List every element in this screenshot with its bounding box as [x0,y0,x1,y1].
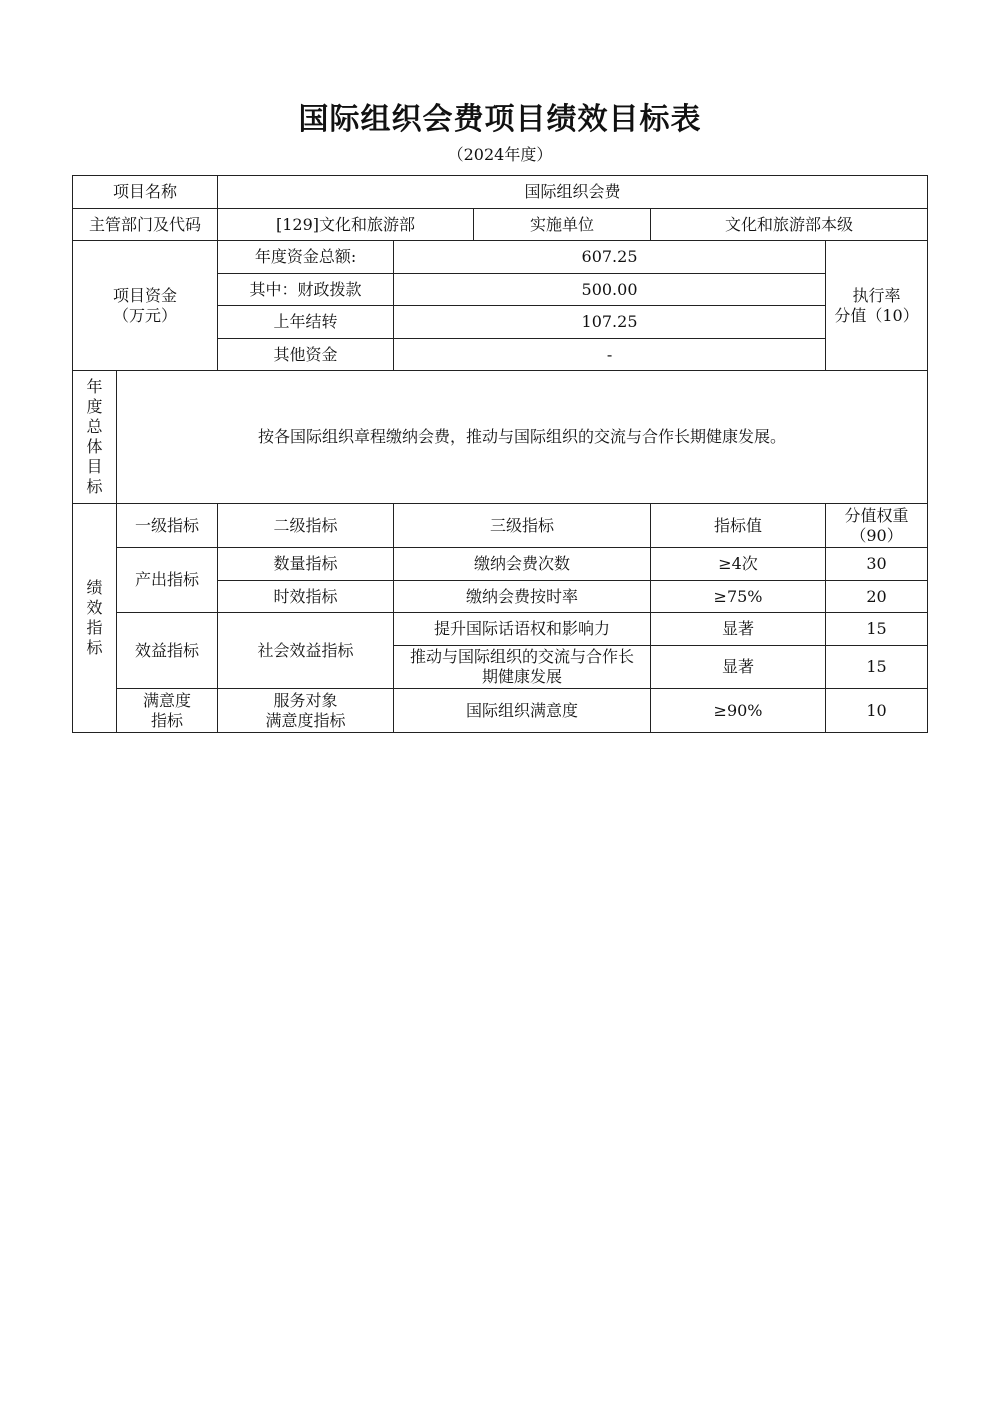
exec-rate-line1: 执行率 [852,285,901,305]
header-level3: 三级指标 [394,504,651,548]
indicator-row [73,689,928,733]
weight-cell: 30 [826,548,928,581]
satisfaction-level1 [117,689,218,733]
exec-rate-cell [826,241,928,371]
header-level1: 一级指标 [117,504,218,548]
indicators-label [73,504,117,733]
satisfaction-level2 [218,689,394,733]
funds-carryover-label: 上年结转 [218,306,394,339]
project-name-value: 国际组织会费 [218,176,928,209]
funds-label-line1: 项目资金 [113,285,178,305]
exec-rate-line2: 分值（10） [834,305,919,325]
level3-cell: 提升国际话语权和影响力 [394,613,651,646]
annual-goal-row [73,371,928,504]
value-cell: 显著 [651,613,826,646]
annual-goal-label-char: 体 [86,437,103,456]
satisfaction-level2-line2: 满意度指标 [265,710,346,730]
level3-line1: 推动与国际组织的交流与合作长 [410,647,635,666]
satisfaction-level1-line1: 满意度 [143,690,192,710]
annual-goal-label [73,371,117,504]
level3-cell: 国际组织满意度 [394,689,651,733]
annual-goal-text: 按各国际组织章程缴纳会费，推动与国际组织的交流与合作长期健康发展。 [117,371,928,504]
value-cell: ≥4次 [651,548,826,581]
indicator-header-row [73,504,928,548]
project-name-row [73,176,928,209]
benefit-level2: 社会效益指标 [218,613,394,689]
funds-total-row [73,241,928,274]
impl-label: 实施单位 [474,209,651,241]
satisfaction-level1-line2: 指标 [151,710,184,730]
page-subtitle: （2024年度） [447,145,553,164]
level3-cell [394,646,651,689]
dept-value: [129]文化和旅游部 [218,209,474,241]
level3-line2: 期健康发展 [482,667,563,686]
indicators-label-char: 绩 [86,578,103,597]
level2-cell: 时效指标 [218,581,394,613]
header-weight-line1: 分值权重 [844,505,909,525]
header-level2: 二级指标 [218,504,394,548]
department-row [73,209,928,241]
value-cell: ≥90% [651,689,826,733]
header-weight-line2: （90） [850,525,903,545]
header-weight [826,504,928,548]
indicators-label-char: 标 [86,638,103,657]
level2-cell: 数量指标 [218,548,394,581]
annual-goal-label-char: 年 [86,377,103,396]
satisfaction-level2-line1: 服务对象 [273,690,338,710]
annual-goal-label-char: 度 [86,397,103,416]
indicators-label-char: 效 [86,598,103,617]
funds-other-label: 其他资金 [218,339,394,371]
impl-value: 文化和旅游部本级 [651,209,928,241]
weight-cell: 10 [826,689,928,733]
value-cell: 显著 [651,646,826,689]
project-name-label: 项目名称 [73,176,218,209]
indicator-row [73,548,928,581]
funds-total-value: 607.25 [394,241,826,274]
page-title: 国际组织会费项目绩效目标表 [298,102,702,137]
funds-label [73,241,218,371]
funds-fiscal-value: 500.00 [394,274,826,306]
benefit-level1: 效益指标 [117,613,218,689]
annual-goal-label-char: 总 [86,417,103,436]
annual-goal-label-char: 标 [86,477,103,496]
funds-other-value: - [394,339,826,371]
dept-label: 主管部门及代码 [73,209,218,241]
funds-label-line2: （万元） [113,305,178,325]
indicator-row [73,613,928,646]
funds-carryover-value: 107.25 [394,306,826,339]
performance-target-table [72,175,928,733]
funds-total-label: 年度资金总额: [218,241,394,274]
output-level1: 产出指标 [117,548,218,613]
level3-cell: 缴纳会费按时率 [394,581,651,613]
level3-cell: 缴纳会费次数 [394,548,651,581]
weight-cell: 15 [826,613,928,646]
annual-goal-label-char: 目 [86,457,103,476]
header-value: 指标值 [651,504,826,548]
value-cell: ≥75% [651,581,826,613]
weight-cell: 20 [826,581,928,613]
weight-cell: 15 [826,646,928,689]
funds-fiscal-label: 其中：财政拨款 [218,274,394,306]
indicators-label-char: 指 [86,618,103,637]
